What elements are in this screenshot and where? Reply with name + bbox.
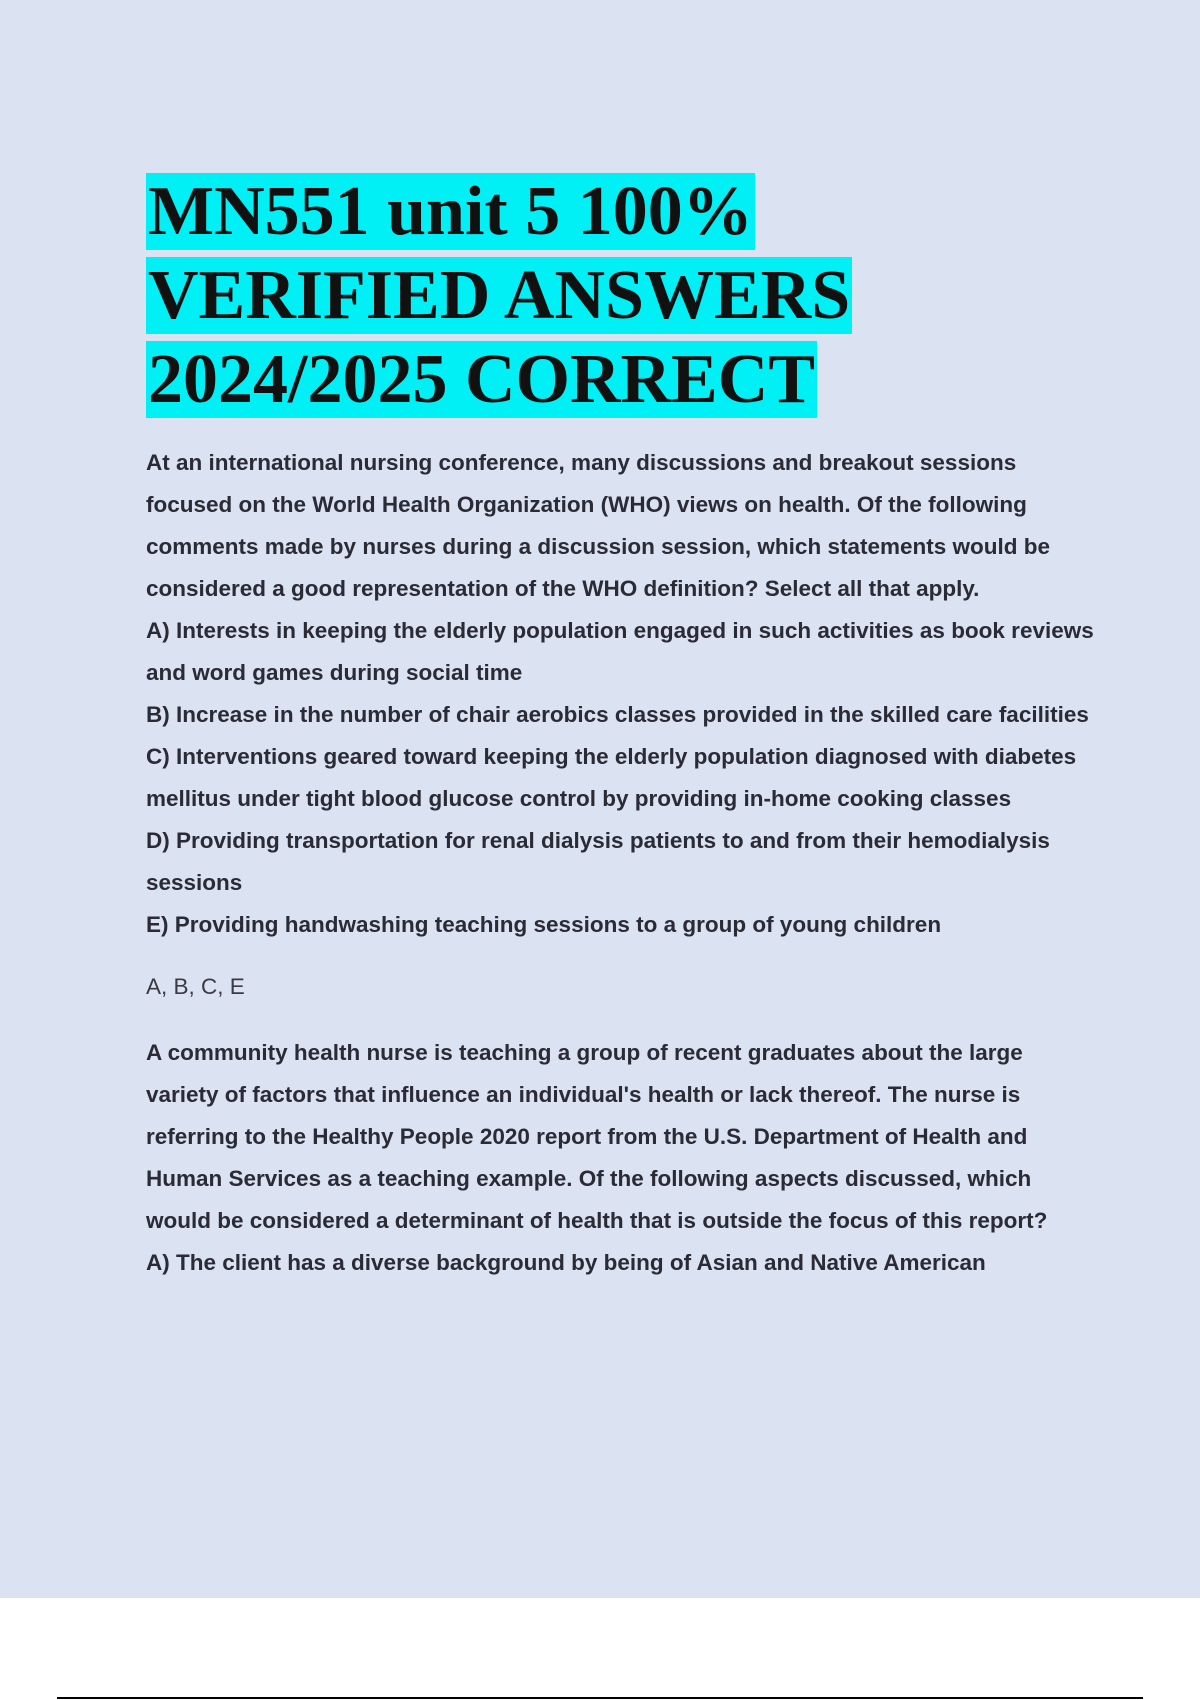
question-2 [146,1032,1096,1284]
page-bottom-rule [57,1697,1143,1699]
question-1 [146,442,1096,1008]
question-stem: At an international nursing conference, many discussions and breakout sessions focused on the World Health Organization (WHO) views on health. Of the following comments made by nurses during a discussion session, which statements would be considered a good representation of the WHO definition? Select all that apply. [146,450,1050,601]
option-list [146,1242,1096,1284]
option-c: C) Interventions geared toward keeping the elderly population diagnosed with diabetes mellitus under tight blood glucose control by providing in-home cooking classes [146,744,1077,811]
option-e: E) Providing handwashing teaching sessions to a group of young children [146,912,942,937]
option-a: A) Interests in keeping the elderly population engaged in such activities as book reviews and word games during social time [146,618,1094,685]
document-content [146,170,1096,1284]
answer-text: A, B, C, E [146,974,245,999]
option-list [146,610,1096,946]
option-a: A) The client has a diverse background by being of Asian and Native American [146,1250,986,1275]
document-title [146,170,906,422]
title-highlight: MN551 unit 5 100% VERIFIED ANSWERS 2024/2025 CORRECT [148,173,851,418]
option-d: D) Providing transportation for renal dialysis patients to and from their hemodialysis sessions [146,828,1050,895]
option-b: B) Increase in the number of chair aerobics classes provided in the skilled care facilities [146,702,1089,727]
question-stem: A community health nurse is teaching a group of recent graduates about the large variety of factors that influence an individual's health or lack thereof. The nurse is referring to the Healthy People 2020 report from the U.S. Department of Health and Human Services as a teaching example. Of the following aspects discussed, which would be considered a determinant of health that is outside the focus of this report? [146,1040,1048,1233]
